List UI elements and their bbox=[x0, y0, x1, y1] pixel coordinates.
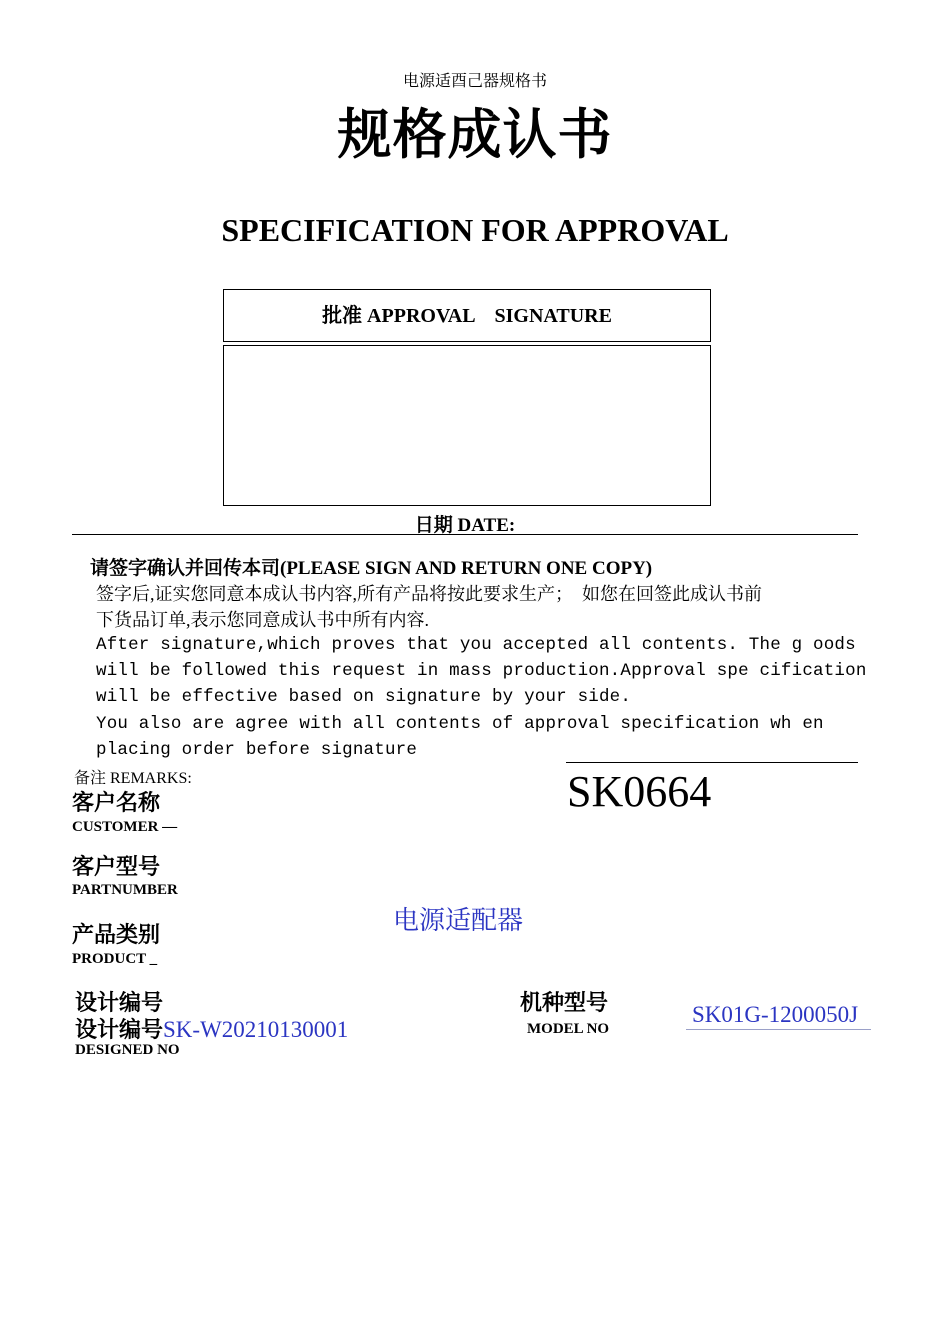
notice-en-line-1: After signature,which proves that you accepted all contents. The g oods bbox=[96, 635, 856, 655]
partnumber-label-cn: 客户型号 bbox=[72, 854, 161, 879]
model-no-label-en: MODEL NO bbox=[527, 1021, 610, 1037]
product-value: 电源适配器 bbox=[393, 906, 524, 935]
divider-line bbox=[72, 534, 858, 535]
notice-en-line-3: will be effective based on signature by your side. bbox=[96, 687, 632, 707]
customer-label-cn: 客户名称 bbox=[72, 790, 161, 815]
designed-no-label-cn-repeat: 设计编号 bbox=[75, 1017, 164, 1042]
date-label: 日期 DATE: bbox=[414, 515, 516, 536]
partnumber-label-en: PARTNUMBER bbox=[72, 882, 178, 898]
approval-signature-heading: 批准 APPROVAL SIGNATURE bbox=[223, 289, 711, 342]
designed-no-value: SK-W20210130001 bbox=[163, 1017, 349, 1042]
designed-no-row bbox=[75, 1013, 348, 1044]
spec-title: SPECIFICATION FOR APPROVAL bbox=[221, 212, 729, 248]
customer-label-en: CUSTOMER — bbox=[72, 819, 178, 835]
approval-signature-box bbox=[223, 345, 711, 506]
notice-cn-line-2: 下货品订单,表示您同意成认书中所有内容. bbox=[96, 610, 429, 630]
designed-no-label-en: DESIGNED NO bbox=[75, 1042, 180, 1058]
model-no-value: SK01G-1200050J bbox=[692, 1002, 859, 1027]
product-label-en: PRODUCT _ bbox=[72, 951, 158, 967]
product-label-cn: 产品类别 bbox=[72, 922, 161, 947]
notice-en-line-2: will be followed this request in mass production.Approval spe cification bbox=[96, 661, 867, 681]
notice-title: 请签字确认并回传本司(PLEASE SIGN AND RETURN ONE COPY) bbox=[90, 558, 653, 579]
notice-cn-line-1: 签字后,证实您同意本成认书内容,所有产品将按此要求生产； 如您在回签此成认书前 bbox=[96, 584, 762, 604]
model-no-label-cn: 机种型号 bbox=[520, 990, 609, 1015]
customer-value: SK0664 bbox=[567, 767, 712, 816]
notice-en-line-5: placing order before signature bbox=[96, 740, 418, 760]
notice-en-line-4: You also are agree with all contents of approval specification wh en bbox=[96, 714, 824, 734]
customer-value-line bbox=[566, 762, 858, 763]
document-subtitle: 电源适酉己器规格书 bbox=[402, 73, 547, 90]
designed-no-label-cn: 设计编号 bbox=[75, 990, 164, 1015]
document-title: 规格成认书 bbox=[337, 105, 613, 165]
model-no-underline bbox=[686, 1029, 871, 1030]
remarks-label: 备注 REMARKS: bbox=[74, 770, 192, 787]
